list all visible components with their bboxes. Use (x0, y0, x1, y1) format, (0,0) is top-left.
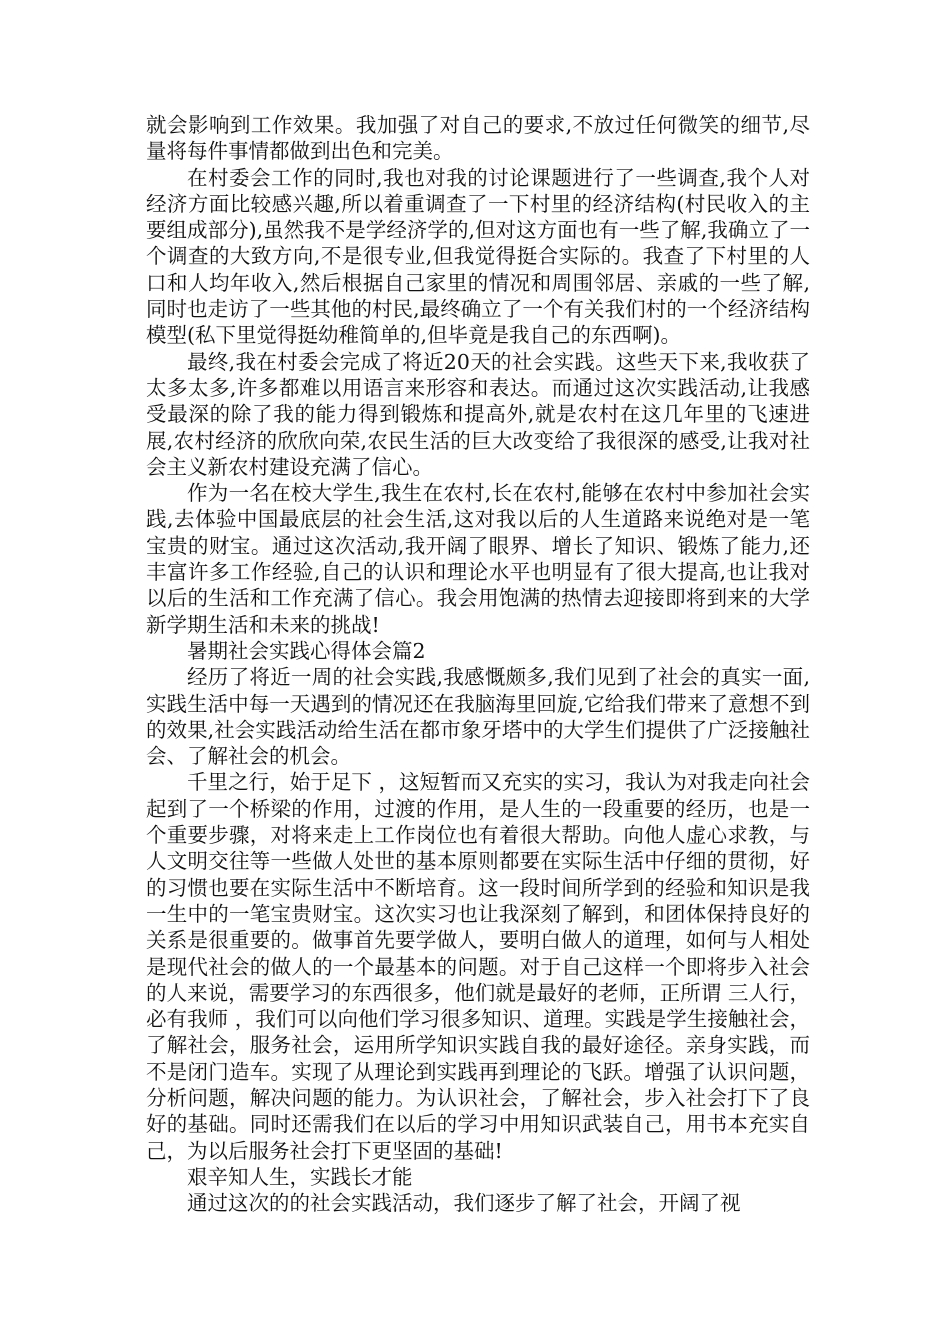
paragraph-5: 经历了将近一周的社会实践,我感慨颇多,我们见到了社会的真实一面,实践生活中每一天遇到的情况还在我脑海里回旋,它给我们带来了意想不到的效果,社会实践活动给生活在都市象牙塔中的大学生们提供了广泛接触社会、了解社会的机会。 (146, 665, 810, 769)
paragraph-4: 作为一名在校大学生,我生在农村,长在农村,能够在农村中参加社会实践,去体验中国最底层的社会生活,这对我以后的人生道路来说绝对是一笔宝贵的财宝。通过这次活动,我开阔了眼界、增长了知识、锻炼了能力,还丰富许多工作经验,自己的认识和理论水平也明显有了很大提高,也让我对以后的生活和工作充满了信心。我会用饱满的热情去迎接即将到来的大学新学期生活和未来的挑战! (146, 481, 810, 637)
paragraph-3: 最终,我在村委会完成了将近20天的社会实践。这些天下来,我收获了太多太多,许多都难以用语言来形容和表达。而通过这次实践活动,让我感受最深的除了我的能力得到锻炼和提高外,就是农村在这几年里的飞速进展,农村经济的欣欣向荣,农民生活的巨大改变给了我很深的感受,让我对社会主义新农村建设充满了信心。 (146, 349, 810, 479)
paragraph-1: 就会影响到工作效果。我加强了对自己的要求,不放过任何微笑的细节,尽量将每件事情都做到出色和完美。 (146, 113, 810, 164)
paragraph-7: 通过这次的的社会实践活动，我们逐步了解了社会，开阔了视 (187, 1191, 741, 1216)
document-body (146, 112, 810, 1216)
paragraph-2: 在村委会工作的同时,我也对我的讨论课题进行了一些调查,我个人对经济方面比较感兴趣,所以着重调查了一下村里的经济结构(村民收入的主要组成部分),虽然我不是学经济学的,但对这方面也有一些了解,我确立了一个调查的大致方向,不是很专业,但我觉得挺合实际的。我查了下村里的人口和人均年收入,然后根据自己家里的情况和周围邻居、亲戚的一些了解,同时也走访了一些其他的村民,最终确立了一个有关我们村的一个经济结构模型(私下里觉得挺幼稚简单的,但毕竟是我自己的东西啊)。 (146, 165, 810, 348)
paragraph-6: 千里之行，始于足下 ，这短暂而又充实的实习，我认为对我走向社会起到了一个桥梁的作用，过渡的作用，是人生的一段重要的经历，也是一个重要步骤，对将来走上工作岗位也有着很大帮助。向他人虚心求教，与人文明交往等一些做人处世的基本原则都要在实际生活中仔细的贯彻，好的习惯也要在实际生活中不断培育。这一段时间所学到的经验和知识是我一生中的一笔宝贵财宝。这次实习也让我深刻了解到，和团体保持良好的关系是很重要的。做事首先要学做人，要明白做人的道理，如何与人相处是现代社会的做人的一个最基本的问题。对于自己这样一个即将步入社会的人来说，需要学习的东西很多，他们就是最好的老师，正所谓 三人行，必有我师 ，我们可以向他们学习很多知识、道理。实践是学生接触社会，了解社会，服务社会，运用所学知识实践自我的最好途径。亲身实践，而不是闭门造车。实现了从理论到实践再到理论的飞跃。增强了认识问题，分析问题，解决问题的能力。为认识社会，了解社会，步入社会打下了良好的基础。同时还需我们在以后的学习中用知识武装自己，用书本充实自己，为以后服务社会打下更坚固的基础! (146, 770, 810, 1163)
subheading: 艰辛知人生，实践长才能 (187, 1164, 413, 1189)
section-heading-part-2: 暑期社会实践心得体会篇2 (187, 638, 426, 663)
